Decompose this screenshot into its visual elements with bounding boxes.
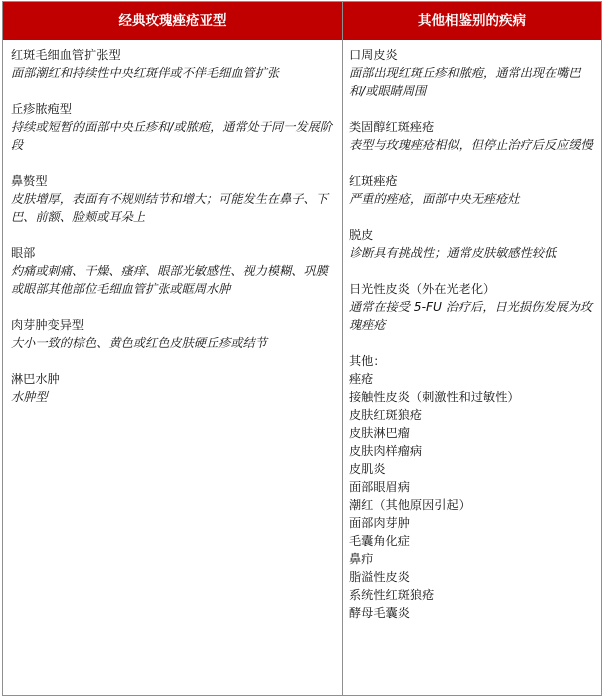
- list-item: [11, 100, 335, 154]
- others-item: 脂溢性皮炎: [349, 570, 410, 584]
- subtype-desc: 持续或短暂的面部中央丘疹和/或脓疱，通常处于同一发展阶段: [11, 120, 332, 152]
- others-item: 酵母毛囊炎: [349, 606, 410, 620]
- subtype-desc: 灼痛或刺痛、干燥、瘙痒、眼部光敏感性、视力模糊、巩膜或眼部其他部位毛细血管扩张或眶周水肿: [11, 264, 328, 296]
- others-item: 系统性红斑狼疮: [349, 588, 435, 602]
- list-item: [349, 226, 595, 262]
- list-item: [349, 172, 595, 208]
- list-item: [349, 118, 595, 154]
- others-item: 面部肉芽肿: [349, 516, 410, 530]
- list-item: [349, 46, 595, 100]
- disease-title: 口周皮炎: [349, 48, 398, 62]
- others-item: 皮肤红斑狼疮: [349, 408, 423, 422]
- subtype-desc: 皮肤增厚，表面有不规则结节和增大；可能发生在鼻子、下巴、前额、脸颊或耳朵上: [11, 192, 328, 224]
- disease-title: 红斑痤疮: [349, 174, 398, 188]
- header-classic-subtypes: 经典玫瑰痤疮亚型: [118, 13, 227, 29]
- right-column: [349, 46, 595, 622]
- disease-title: 日光性皮炎（外在光老化）: [349, 282, 496, 296]
- column-divider: [342, 2, 343, 695]
- others-item: 面部眼眉病: [349, 480, 410, 494]
- list-item: [11, 316, 335, 352]
- others-item: 潮红（其他原因引起）: [349, 498, 471, 512]
- list-item: [11, 370, 335, 406]
- left-column: [11, 46, 335, 406]
- disease-desc: 通常在接受 5-FU 治疗后，日光损伤发展为玫瑰痤疮: [349, 300, 593, 332]
- others-title: 其他：: [349, 354, 386, 368]
- header-differential-diseases: 其他相鉴别的疾病: [418, 13, 526, 29]
- others-item: 鼻疖: [349, 552, 374, 566]
- subtype-title: 肉芽肿变异型: [11, 318, 85, 332]
- subtype-title: 眼部: [11, 246, 36, 260]
- others-item: 毛囊角化症: [349, 534, 410, 548]
- subtype-title: 红斑毛细血管扩张型: [11, 48, 121, 62]
- list-item: [11, 244, 335, 298]
- comparison-table: [2, 1, 602, 696]
- list-item: [349, 280, 595, 334]
- others-item: 皮肤肉样瘤病: [349, 444, 423, 458]
- others-item: 皮肤淋巴瘤: [349, 426, 410, 440]
- subtype-title: 丘疹脓疱型: [11, 102, 72, 116]
- others-item: 接触性皮炎（刺激性和过敏性）: [349, 390, 520, 404]
- subtype-desc: 水肿型: [11, 390, 48, 404]
- subtype-title: 淋巴水肿: [11, 372, 60, 386]
- others-item: 痤疮: [349, 372, 374, 386]
- disease-desc: 面部出现红斑丘疹和脓疱，通常出现在嘴巴和/或眼睛周围: [349, 66, 581, 98]
- others-list: [349, 352, 595, 622]
- subtype-desc: 面部潮红和持续性中央红斑伴或不伴毛细血管扩张: [11, 66, 280, 80]
- table-header: [3, 2, 601, 40]
- list-item: [11, 172, 335, 226]
- list-item: [11, 46, 335, 82]
- subtype-title: 鼻赘型: [11, 174, 48, 188]
- disease-title: 类固醇红斑痤疮: [349, 120, 435, 134]
- disease-title: 脱皮: [349, 228, 374, 242]
- disease-desc: 严重的痤疮，面部中央无痤疮灶: [349, 192, 520, 206]
- subtype-desc: 大小一致的棕色、黄色或红色皮肤硬丘疹或结节: [11, 336, 267, 350]
- others-item: 皮肌炎: [349, 462, 386, 476]
- disease-desc: 诊断具有挑战性；通常皮肤敏感性较低: [349, 246, 557, 260]
- disease-desc: 表型与玫瑰痤疮相似，但停止治疗后反应缓慢: [349, 138, 593, 152]
